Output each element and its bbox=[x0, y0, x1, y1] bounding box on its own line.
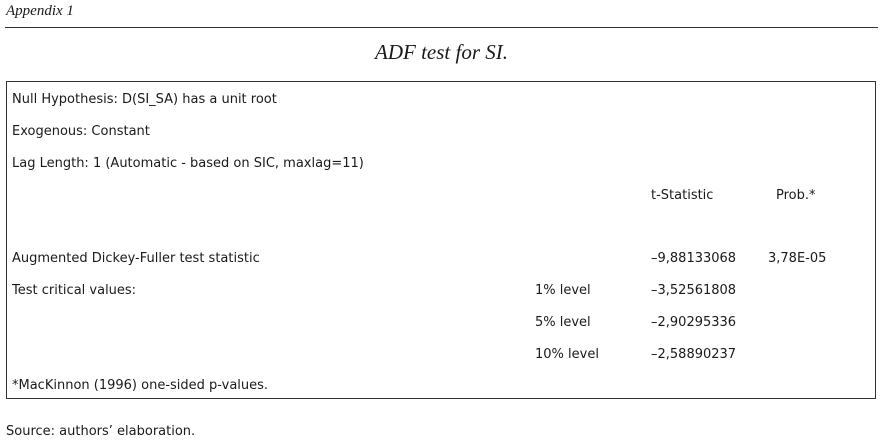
critical-values-label: Test critical values: bbox=[12, 283, 137, 298]
critical-level-5pct: 5% level bbox=[535, 315, 591, 330]
critical-level-10pct: 10% level bbox=[535, 347, 599, 362]
adf-prob: 3,78E-05 bbox=[768, 251, 827, 266]
table-title: ADF test for SI. bbox=[375, 40, 508, 64]
critical-value-10pct: –2,58890237 bbox=[651, 347, 737, 362]
footnote: *MacKinnon (1996) one-sided p-values. bbox=[12, 378, 269, 393]
column-header-t-statistic: t-Statistic bbox=[651, 188, 714, 203]
critical-value-5pct: –2,90295336 bbox=[651, 315, 737, 330]
critical-value-1pct: –3,52561808 bbox=[651, 283, 737, 298]
top-rule bbox=[5, 27, 878, 28]
exogenous-text: Exogenous: Constant bbox=[12, 124, 150, 139]
column-header-prob: Prob.* bbox=[776, 188, 816, 203]
lag-length-text: Lag Length: 1 (Automatic - based on SIC, maxlag=11) bbox=[12, 156, 364, 171]
adf-results-table bbox=[6, 81, 876, 399]
adf-t-statistic: –9,88133068 bbox=[651, 251, 737, 266]
source-note: Source: authors’ elaboration. bbox=[6, 424, 196, 439]
null-hypothesis-text: Null Hypothesis: D(SI_SA) has a unit root bbox=[12, 92, 277, 107]
appendix-label: Appendix 1 bbox=[6, 3, 74, 19]
adf-row-label: Augmented Dickey-Fuller test statistic bbox=[12, 251, 260, 266]
critical-level-1pct: 1% level bbox=[535, 283, 591, 298]
